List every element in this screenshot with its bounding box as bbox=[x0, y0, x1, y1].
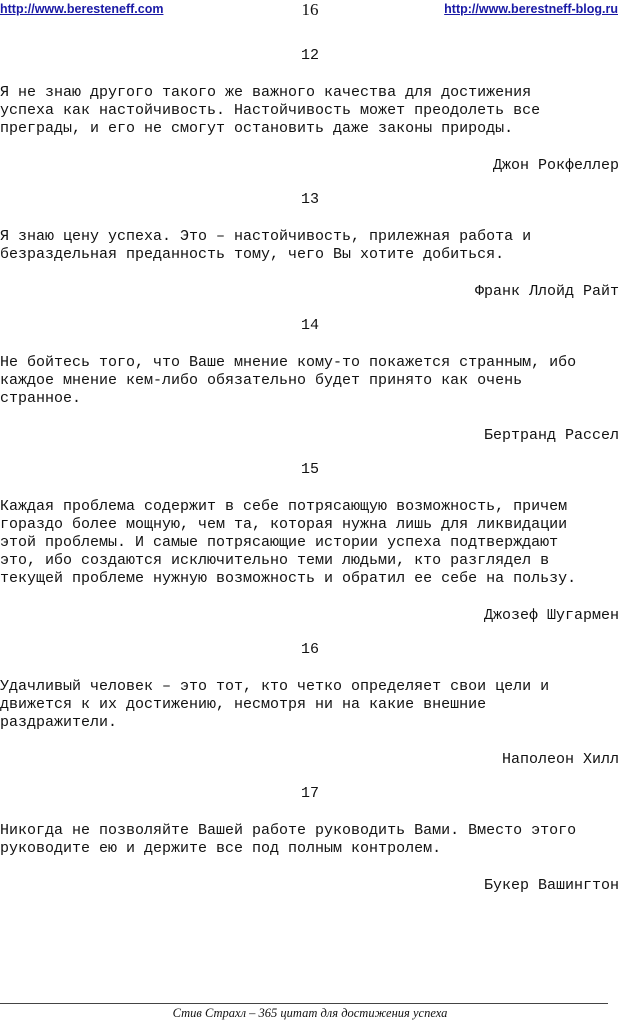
site-link-left[interactable]: http://www.beresteneff.com bbox=[0, 2, 164, 16]
quote-author: Наполеон Хилл bbox=[501, 751, 619, 768]
quote-number: 14 bbox=[300, 317, 319, 334]
quote-author: Букер Вашингтон bbox=[483, 877, 619, 894]
quote-author: Джон Рокфеллер bbox=[492, 157, 619, 174]
quote-text: Я знаю цену успеха. Это – настойчивость, прилежная работа и безраздельная преданность тому, чего Вы хотите добиться. bbox=[0, 228, 532, 263]
footer-divider bbox=[0, 1003, 608, 1004]
quote-text: Не бойтесь того, что Ваше мнение кому-то покажется странным, ибо каждое мнение кем-либо обязательно будет принято как очень странное. bbox=[0, 354, 577, 407]
quote-text: Каждая проблема содержит в себе потрясающую возможность, причем гораздо более мощную, чем та, которая нужна лишь для ликвидации этой проблемы. И самые потрясающие истории успеха подтверждают это, ибо создаются исключительно теми людьми, кто разглядел в текущей проблеме нужную возможность и обратил ее себе на пользу. bbox=[0, 498, 577, 587]
quote-text: Удачливый человек – это тот, кто четко определяет свои цели и движется к их достижению, несмотря ни на какие внешние раздражители. bbox=[0, 678, 550, 731]
quote-block bbox=[0, 47, 620, 175]
quote-number: 15 bbox=[300, 461, 319, 478]
page-number: 16 bbox=[301, 0, 319, 19]
quote-block bbox=[0, 317, 620, 445]
quote-number: 13 bbox=[300, 191, 319, 208]
quote-block bbox=[0, 461, 620, 625]
quote-text: Я не знаю другого такого же важного качества для достижения успеха как настойчивость. Настойчивость может преодолеть все преграды, и его не смогут остановить даже законы природы. bbox=[0, 84, 541, 137]
quote-block bbox=[0, 785, 620, 895]
quote-author: Бертранд Рассел bbox=[483, 427, 619, 444]
page-header bbox=[0, 0, 620, 22]
quote-block bbox=[0, 191, 620, 301]
quote-number: 16 bbox=[300, 641, 319, 658]
quote-block bbox=[0, 641, 620, 769]
quote-author: Франк Ллойд Райт bbox=[474, 283, 619, 300]
quote-text: Никогда не позволяйте Вашей работе руководить Вами. Вместо этого руководите ею и держите все под полным контролем. bbox=[0, 822, 577, 857]
site-link-right[interactable]: http://www.berestneff-blog.ru bbox=[444, 2, 618, 16]
footer-title: Стив Страхл – 365 цитат для достижения успеха bbox=[172, 1006, 448, 1020]
quote-author: Джозеф Шугармен bbox=[483, 607, 619, 624]
quote-number: 12 bbox=[300, 47, 319, 64]
quote-number: 17 bbox=[300, 785, 319, 802]
